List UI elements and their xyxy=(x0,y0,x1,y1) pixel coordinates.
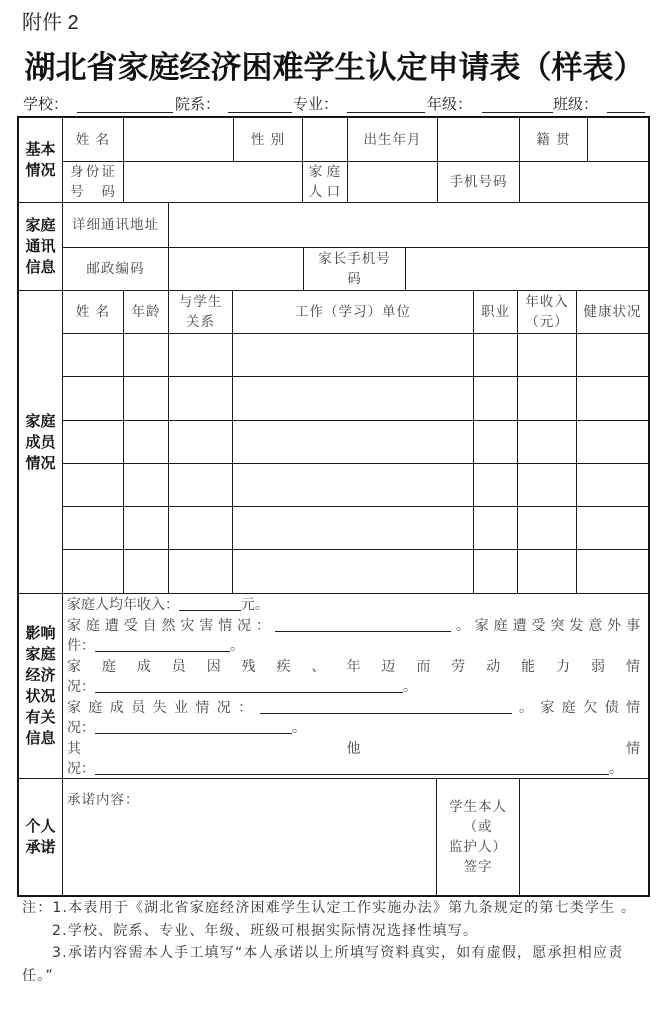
label-line: 信息 xyxy=(25,258,56,276)
major-field[interactable] xyxy=(347,96,425,113)
postcode-label: 邮政编码 xyxy=(62,247,169,291)
unit-text: 元。 xyxy=(241,597,269,613)
member-age-cell[interactable] xyxy=(123,376,169,421)
column-header-health xyxy=(576,290,649,334)
pledge-section-label xyxy=(18,778,63,896)
other-label-cont: 况： xyxy=(67,761,95,777)
label-line: 号码 xyxy=(70,184,116,200)
period-text: 。 xyxy=(230,638,244,654)
parent-mobile-field[interactable] xyxy=(405,247,649,291)
grade-label: 年级： xyxy=(427,95,473,113)
label-line: 个人 xyxy=(25,817,56,835)
header-line: 姓 名 xyxy=(75,304,111,320)
label-line: 经济 xyxy=(25,666,56,684)
postcode-field[interactable] xyxy=(168,247,304,291)
label-line: 家庭 xyxy=(25,645,56,663)
birth-date-field[interactable] xyxy=(437,117,520,162)
header-line: 职业 xyxy=(481,304,510,320)
member-income-cell[interactable] xyxy=(517,463,577,507)
label-line: 码 xyxy=(347,271,362,287)
other-label: 其他情 xyxy=(67,740,640,757)
label-line: 学生本人 xyxy=(449,799,507,815)
member-health-cell[interactable] xyxy=(576,420,649,464)
column-header-occupation xyxy=(473,290,518,334)
econ-line xyxy=(67,718,640,739)
column-header-relationship xyxy=(168,290,233,334)
member-workplace-cell[interactable] xyxy=(232,420,474,464)
label-line: 状况 xyxy=(25,687,56,705)
period-text: 。 xyxy=(403,679,417,695)
contact-info-section-label xyxy=(18,202,63,291)
column-header-name xyxy=(62,290,124,334)
member-name-cell[interactable] xyxy=(62,506,124,550)
note-2: 2.学校、院系、专业、年级、班级可根据实际情况选择性填写。 xyxy=(52,922,479,939)
member-relationship-cell[interactable] xyxy=(168,420,233,464)
department-label: 院系： xyxy=(175,95,221,113)
header-line: 年龄 xyxy=(131,304,161,320)
member-income-cell[interactable] xyxy=(517,420,577,464)
debt-field[interactable] xyxy=(95,719,292,734)
econ-line xyxy=(67,636,640,657)
econ-line xyxy=(67,616,640,637)
accident-field[interactable] xyxy=(95,637,230,652)
econ-line xyxy=(67,698,640,719)
member-name-cell[interactable] xyxy=(62,333,124,377)
disability-label: 家庭成员因残疾、年迈而劳动能力弱情 xyxy=(67,658,640,675)
member-occupation-cell[interactable] xyxy=(473,463,518,507)
member-relationship-cell[interactable] xyxy=(168,506,233,550)
member-age-cell[interactable] xyxy=(123,506,169,550)
member-income-cell[interactable] xyxy=(517,333,577,377)
label-line: 身份证 xyxy=(70,164,116,180)
member-health-cell[interactable] xyxy=(576,463,649,507)
period-text: 。 xyxy=(609,761,623,777)
label-line: 人口 xyxy=(308,184,342,200)
period-text: 。 xyxy=(292,720,306,736)
member-occupation-cell[interactable] xyxy=(473,420,518,464)
member-name-cell[interactable] xyxy=(62,420,124,464)
family-members-section-label xyxy=(18,290,63,594)
label-line: 家庭 xyxy=(25,216,56,234)
label-line: 家庭 xyxy=(25,411,56,430)
unemployment-label: 家庭成员失业情况： xyxy=(67,699,260,716)
column-header-age xyxy=(123,290,169,334)
member-workplace-cell[interactable] xyxy=(232,506,474,550)
member-relationship-cell[interactable] xyxy=(168,376,233,421)
label-line: （或 xyxy=(463,819,493,835)
column-header-annual-income xyxy=(517,290,577,334)
address-label: 详细通讯地址 xyxy=(62,202,169,248)
school-field[interactable] xyxy=(77,96,173,113)
department-field[interactable] xyxy=(228,96,292,113)
label-line: 基本 xyxy=(25,140,56,158)
attachment-label: 附件 2 xyxy=(22,12,79,34)
economic-info-text xyxy=(67,595,640,780)
member-occupation-cell[interactable] xyxy=(473,549,518,594)
member-occupation-cell[interactable] xyxy=(473,506,518,550)
member-workplace-cell[interactable] xyxy=(232,549,474,594)
label-line: 成员 xyxy=(25,432,56,451)
grade-field[interactable] xyxy=(482,96,553,113)
note-3: 3.承诺内容需本人手工填写“本人承诺以上所填写资料真实，如有虚假，愿承担相应责任。” xyxy=(22,945,624,984)
per-capita-income-label: 家庭人均年收入： xyxy=(67,597,179,613)
school-label: 学校： xyxy=(23,95,69,113)
econ-line xyxy=(67,657,640,678)
member-name-cell[interactable] xyxy=(62,549,124,594)
header-line: 健康状况 xyxy=(583,304,642,320)
member-health-cell[interactable] xyxy=(576,333,649,377)
household-size-label xyxy=(302,161,348,203)
basic-info-section-label xyxy=(18,117,63,203)
label-line: 承诺 xyxy=(25,838,56,856)
mobile-field[interactable] xyxy=(519,161,649,203)
member-age-cell[interactable] xyxy=(123,549,169,594)
member-occupation-cell[interactable] xyxy=(473,333,518,377)
mobile-label: 手机号码 xyxy=(437,161,520,203)
label-line: 信息 xyxy=(25,729,56,747)
birth-date-label: 出生年月 xyxy=(347,117,438,162)
major-label: 专业： xyxy=(293,95,339,113)
household-size-field[interactable] xyxy=(347,161,438,203)
debt-label-cont: 况： xyxy=(67,720,95,736)
header-line: 年收入 xyxy=(525,294,569,310)
column-header-workplace xyxy=(232,290,474,334)
disability-field[interactable] xyxy=(95,678,403,693)
member-relationship-cell[interactable] xyxy=(168,463,233,507)
label-line: 监护人） xyxy=(449,839,507,855)
member-relationship-cell[interactable] xyxy=(168,549,233,594)
economic-info-section-label xyxy=(18,593,63,779)
econ-line xyxy=(67,677,640,698)
header-line: 关系 xyxy=(186,314,215,330)
member-relationship-cell[interactable] xyxy=(168,333,233,377)
header-line: 工作（学习）单位 xyxy=(295,304,411,320)
member-name-cell[interactable] xyxy=(62,376,124,421)
native-place-field[interactable] xyxy=(587,117,649,162)
accident-label-cont: 件： xyxy=(67,638,95,654)
natural-disaster-label: 家庭遭受自然灾害情况： xyxy=(67,617,275,634)
natural-disaster-field[interactable] xyxy=(275,617,451,632)
label-line: 通讯 xyxy=(25,237,56,255)
member-workplace-cell[interactable] xyxy=(232,333,474,377)
label-line: 影响 xyxy=(25,624,56,642)
class-label: 班级： xyxy=(553,95,599,113)
note-1: 注：1.本表用于《湖北省家庭经济困难学生认定工作实施办法》第九条规定的第七类学生 。 xyxy=(22,900,637,916)
signature-field[interactable] xyxy=(519,778,649,896)
gender-field[interactable] xyxy=(302,117,348,162)
signature-label xyxy=(436,778,520,896)
pledge-content-label: 承诺内容： xyxy=(67,792,140,808)
native-place-label: 籍 贯 xyxy=(519,117,588,162)
id-number-label xyxy=(62,161,124,203)
label-line: 家长手机号 xyxy=(318,251,391,267)
id-number-field[interactable] xyxy=(123,161,303,203)
member-age-cell[interactable] xyxy=(123,420,169,464)
disability-label-cont: 况： xyxy=(67,679,95,695)
header-line: 与学生 xyxy=(178,294,223,310)
member-income-cell[interactable] xyxy=(517,549,577,594)
member-health-cell[interactable] xyxy=(576,376,649,421)
label-line: 情况 xyxy=(25,453,56,472)
member-income-cell[interactable] xyxy=(517,376,577,421)
member-income-cell[interactable] xyxy=(517,506,577,550)
label-line: 情况 xyxy=(25,161,56,179)
name-field[interactable] xyxy=(123,117,234,162)
econ-line xyxy=(67,595,640,616)
member-age-cell[interactable] xyxy=(123,463,169,507)
address-field[interactable] xyxy=(168,202,649,248)
member-occupation-cell[interactable] xyxy=(473,376,518,421)
gender-label: 性 别 xyxy=(233,117,303,162)
accident-label: 。家庭遭受突发意外事 xyxy=(450,617,640,634)
form-title: 湖北省家庭经济困难学生认定申请表（样表） xyxy=(24,50,645,86)
header-line: （元） xyxy=(525,314,569,330)
class-field[interactable] xyxy=(607,96,645,113)
name-label: 姓 名 xyxy=(62,117,124,162)
label-line: 有关 xyxy=(25,708,56,726)
member-age-cell[interactable] xyxy=(123,333,169,377)
member-name-cell[interactable] xyxy=(62,463,124,507)
parent-mobile-label xyxy=(303,247,406,291)
notes xyxy=(22,897,645,987)
debt-label: 。家庭欠债情 xyxy=(511,699,640,716)
unemployment-field[interactable] xyxy=(260,699,512,714)
econ-line xyxy=(67,739,640,760)
label-line: 签字 xyxy=(463,859,493,875)
member-health-cell[interactable] xyxy=(576,506,649,550)
econ-line xyxy=(67,759,640,780)
other-field[interactable] xyxy=(95,760,609,775)
member-workplace-cell[interactable] xyxy=(232,463,474,507)
member-workplace-cell[interactable] xyxy=(232,376,474,421)
member-health-cell[interactable] xyxy=(576,549,649,594)
label-line: 家庭 xyxy=(308,164,342,180)
per-capita-income-field[interactable] xyxy=(179,596,241,611)
